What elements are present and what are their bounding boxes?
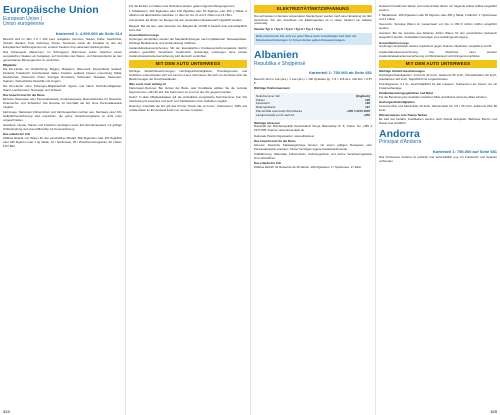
phone-number[interactable]: 129	[365, 97, 370, 102]
phone-label: Polizei	[256, 97, 265, 102]
paragraph: Kartensperr-Nummer: Bei Verlust der Bank- oder Kreditkarte wählen Sie die zentrale Sperrnummer +49 116 116. Die Karte kann so rund um die Uhr gesperrt werden.	[129, 85, 247, 94]
column-2	[125, 0, 250, 415]
plug-types: Stecker Typ C / Typ E / Typ F / Typ G / Typ J / Typ L	[254, 26, 324, 31]
section-bar-car: MIT DEM AUTO UNTERWEGS	[379, 60, 497, 68]
info-box: Bitte informieren Sie sich vor jeder Reise beim Auswärtigen Amt über die Einreisebestimmungen. In Krisen-Zeiten gelten Reisewarnungen.	[254, 33, 372, 45]
section-heading: Wichtige Verkehrsbestimmungen	[379, 69, 425, 74]
paragraph: Das Fürstentum Andorra ist politisch und wirtschaftlich eng mit Frankreich und Spanien verbunden.	[379, 155, 497, 164]
phone-label: Feuerwehr	[256, 101, 270, 106]
country-title-albania: Albanien	[254, 49, 299, 62]
page-number-left: 324	[3, 408, 10, 414]
paragraph: 1 Tabakwaren: 200 Zigaretten oder 50 Zigarren oder 250 g Tabak. 2 Alkohol: 1 l Spirituosen und 2 l Wein.	[379, 13, 497, 21]
paragraph: Souvenirs: Sonstige Waren im Gesamtwert von bis zu 300 € dürfen zollfrei eingeführt werden.	[379, 22, 497, 31]
paragraph: Bargeld: Bei der Ein- oder Ausreise von Bargeld ab 10.000 € besteht eine Anmeldepflicht beim Zoll.	[129, 23, 247, 32]
phone-label: Pannenhilfe Automobil Club Albania	[256, 109, 302, 113]
paragraph: Die verbreiteten in Europa verwendeten Steckertypen werden nach einer Einteilung der IEC bezeichnet. Für den Anschluss von Elektrogeräten ist in vielen Ländern ein Adapter notwendig.	[254, 13, 372, 26]
paragraph: Kraftfahrzeug: Nationaler Führerschein, Fahrzeugschein und Grüne Versicherungskarte sind mitzuführen.	[254, 151, 372, 160]
paragraph: Haustiere: Hunde, Katzen und Frettchen benötigen einen EU-Heimtierausweis mit gültiger Tollwutimpfung und einen Mikrochip zur Kennzeichnung.	[3, 122, 122, 131]
paragraph: Ausreise: Bei der Ausreise aus Albanien dürfen Waren für den persönlichen Gebrauch ausgeführt werden. Antiquitäten benötigen eine Ausfuhrgenehmigung.	[379, 31, 497, 40]
map-reference[interactable]: Kartenteil 1: 750.000 auf Seite 681	[432, 149, 497, 155]
phone-label: Notrufnummer 112	[256, 93, 280, 98]
phone-list	[254, 93, 372, 120]
phone-number[interactable]: (Englisch)	[356, 93, 370, 98]
section-heading: Wichtige Adressen	[254, 120, 280, 125]
country-subtitle: Republika e Shqipërisë	[254, 60, 306, 67]
section-heading: Das erlaubt der Zoll	[3, 132, 30, 137]
page-number-right: 325	[490, 408, 497, 414]
paragraph: Botschaft der Bundesrepublik Deutschland: Rruga Skënderbej Nr. 8, Tirana. Tel. +355 4 2274 505. Internet: www.tirana.diplo.de	[254, 124, 372, 133]
paragraph: Arzneimittel: Es dürfen nur Mengen für den persönlichen Reisebedarf mitgeführt werden.	[129, 18, 243, 23]
country-subtitle-1: European Union |	[3, 15, 42, 22]
country-title-eu: Europäische Union	[3, 4, 99, 16]
paragraph: Höchstgeschwindigkeiten: Innerorts 40 km/h, außerorts 80 km/h, Schnellstraßen 90 km/h, Autobahnen 110 km/h. Tagfahrlicht ist vorgeschrieben.	[379, 72, 497, 81]
paragraph: Das Schengener Abkommen: Im Schengener Abkommen wurde zwischen einem europäischen Staaten ein festgelegt, auf Kontrollen des Waren- und Dienstverkehrs an den gemeinsamen Binnengrenzen zu verzichten.	[3, 50, 122, 62]
paragraph: Besucht wird im Jahr 1 € = 100 Cent. Ausgaben: Grenzen, Telefon, Kultur, Geschichte, Verkehr, Banken, Post, Fahrzeug, Preise, Tourismus sowie die Kontakte zu den der Europäischen Währungsunion teil, sondern besitzen ihre nationalen Zahlungsmittel.	[3, 37, 122, 49]
paragraph: Besucht wird in Lek (ALL). 1 Lek (ALL) = 100 Qindarka (q). 1 € = 115 ALL, 100 ALL = 0,87 €.	[254, 76, 372, 85]
section-heading: Gesundheitsvorsorge	[129, 32, 159, 37]
paragraph: Zollfreie Einfuhr von Waren für den persönlichen Bedarf: 800 Zigaretten oder 400 Zigarillos oder 200 Zigarren oder 1 kg Tabak, 10 l Spirituosen, 20 l Zwischenerzeugnisse, 90 l Wein, 110 l Bier.	[3, 135, 122, 148]
column-4	[375, 0, 500, 415]
section-bar-car: MIT DEM AUTO UNTERWEGS	[129, 60, 247, 68]
paragraph: Einreise: Deutsche Staatsangehörige können mit einem gültigen Reisepass oder Personalausweis einreisen. Kinder benötigen eigene Ausweisdokumente.	[254, 142, 372, 151]
phone-label: Ländervorwahl von D nach AL	[256, 112, 295, 117]
paragraph: Impfungen: Empfohlen werden die Standardimpfungen nach Impfkalender. Reiseapotheke: Wichtige Medikamente und Verbandszeug mitführen.	[129, 36, 247, 45]
country-title-andorra: Andorra	[379, 127, 420, 140]
paragraph: Für die Einfuhr von Waren aus Nicht-EU-Ländern gelten folgende Mengengrenzen:	[129, 4, 236, 8]
paragraph: Einreise: Reisepass oder Personalausweis, Kinderreisepass. Besonderheiten für Deutsche, Österreicher und Schweizer: Die Einreise ist innerhalb der EU ohne Personalausweis möglich.	[3, 96, 122, 109]
paragraph: Die EU-Länder mit Verpflichtung: Belgien, Bulgarien, Dänemark, Deutschland, Estland, Finnland, Frankreich, Griechenland, Italien, Kroatien, Lettland, Litauen, Luxemburg, Malta, Niederlande, Österreich, Polen, Portugal, Rumänien, Schweden, Slowakei, Slowenien, Spanien, Tschechische Republik und Ungarn.	[3, 67, 122, 83]
section-heading: Das braucht man für die Reise	[254, 138, 296, 143]
phone-number[interactable]: +355	[363, 112, 370, 117]
phone-number[interactable]: 127	[365, 105, 370, 110]
paragraph: Innerorts Pkw und Motorräder 40 km/h, Wohnmobile bis 3,5 t 40 km/h, außerorts Pkw 80 km/h.	[379, 104, 497, 113]
map-reference[interactable]: Kartenteil 1: 4.500.000 ab Seite 614	[55, 31, 122, 37]
paragraph: Auslandskrankenversicherung: Mit der Europäischen Krankenversicherungskarte (EHIC) erhalten gesetzlich Versicherte medizinisch notwendige Leistungen. Eine private Auslandsreisekrankenversicherung wird dennoch empfohlen.	[129, 45, 247, 58]
section-heading: Mitglieder	[3, 63, 17, 68]
phone-row	[256, 114, 370, 118]
country-subtitle: Principat d'Andorra	[379, 139, 422, 146]
section-heading: Höchstgeschwindigkeiten	[379, 100, 415, 105]
section-heading: Das erlaubt der Zoll	[254, 161, 281, 166]
paragraph: Impfungen: Empfohlen werden Impfschutz gegen Tetanus, Diphtherie, Hepatitis A und B.	[379, 44, 493, 49]
paragraph: Wichtige Verkehrsbestimmungen: Höchstgeschwindigkeiten, Promillegrenzen und Gebühren unterscheiden sich von Land zu Land. Informieren Sie sich vor der Reise über die Bestimmungen der Durchreiseländer.	[129, 69, 247, 81]
country-subtitle-2: Union européenne	[3, 21, 45, 28]
paragraph: Es wird bar bezahlt, Kreditkarten werden nicht überall akzeptiert. Bleifreies Benzin und Diesel sind erhältlich.	[379, 117, 497, 126]
paragraph: 1 Tabakwaren: 200 Zigaretten oder 100 Zigarillos oder 50 Zigarren oder 250 g Tabak. 2 Alkohol und alkoholische Getränke: 1 l über 22 Vol.-% und 4 l Wein und 16 l Bier.	[129, 9, 247, 18]
paragraph: Auslandskrankenversicherung: Der Abschluss einer privaten Auslandsreisekrankenversicherung mit Rücktransport wird dringend empfohlen.	[379, 49, 497, 58]
paragraph: Fahrzeuge: Nationaler Führerschein und Fahrzeugschein reichen aus. Nachweis einer Kfz-Haftpflichtversicherung wird empfohlen, die grüne Versicherungskarte ist nicht mehr vorgeschrieben.	[3, 109, 122, 122]
paragraph: Zollfreie Einfuhr für Reisende ab 18 Jahren: 200 Zigaretten, 1 l Spirituosen, 2 l Wein.	[254, 164, 363, 169]
section-heading: Wichtige Telefonnummern	[254, 85, 291, 90]
paragraph: Gebraucht bestimmte Waren und Lebensmittel dürfen nur folgende Artikel zollfrei eingeführt werden:	[379, 4, 497, 12]
section-heading: Das braucht man für die Reise	[3, 93, 45, 98]
section-heading: Gesundheitsvorsorge	[379, 40, 409, 45]
phone-number[interactable]: 128	[365, 101, 370, 106]
section-heading: Straßenbenutzungsgebühren und Maut	[379, 91, 433, 96]
map-reference[interactable]: Kartenteil 1: 750.000 ab Seite 681	[309, 70, 372, 76]
phone-label: Rettungsdienst	[256, 105, 276, 110]
paragraph: Nationale Tourist-Organisation: www.albania.al	[254, 133, 314, 138]
paragraph: Roaming: Innerhalb der EU gilt das Prinzip "Roam like at home": Telefonieren, SMS und mobile Daten im EU-Ausland kosten so viel wie zu Hause.	[129, 104, 247, 113]
section-heading: Was sonst noch wichtig ist	[129, 82, 166, 87]
column-3	[250, 0, 375, 415]
phone-number[interactable]: +355 4 2273 4545	[346, 109, 370, 113]
section-bar-electricity: ELEKTRIZITÄT/NETZSPANNUNG	[254, 5, 372, 13]
paragraph: Notruf: In allen Mitgliedsstaaten gilt die einheitliche europäische Notrufnummer 112. Die Verbindung ist kostenlos und auch vom Mobiltelefon ohne Guthaben möglich.	[129, 95, 247, 103]
column-1	[0, 0, 125, 415]
paragraph: Promillegrenze: 0,1 ‰. Anschnallpflicht für alle Insassen. Telefonieren am Steuer nur mit Freisprechanlage.	[379, 82, 497, 90]
paragraph: Für die Benutzung der Autobahn zwischen Milot und Morinë wird eine Maut erhoben.	[379, 95, 488, 100]
section-heading: Wissenswertes zum Thema Tanken	[379, 113, 428, 118]
paragraph: Die EU-Länder ohne Schengen-Mitgliedschaft: Zypern und Irland. Nicht-EU-Mitglieder: Island, Liechtenstein, Norwegen und Schweiz.	[3, 83, 122, 92]
